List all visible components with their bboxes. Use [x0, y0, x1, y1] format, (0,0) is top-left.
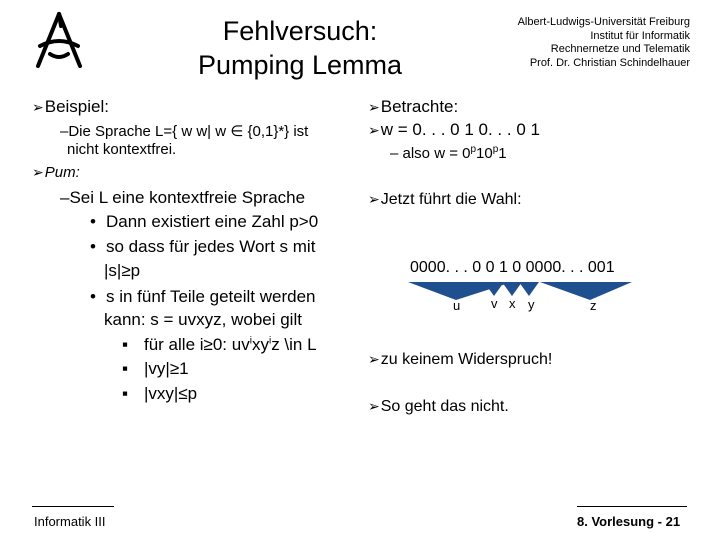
partition-triangles — [400, 280, 640, 304]
label-u: u — [453, 298, 461, 313]
institution-line: Rechnernetze und Telematik — [550, 43, 690, 55]
triangle-y — [519, 282, 539, 296]
split-string: 0000. . . 0 0 1 0 0000. . . 001 — [410, 259, 615, 276]
institution-line: Albert-Ludwigs-Universität Freiburg — [517, 16, 690, 28]
square-bullet-icon: ▪ — [122, 384, 129, 403]
bullet-item-3-cont: kann: s = uvxyz, wobei gilt — [104, 310, 302, 329]
institution-block — [518, 16, 690, 70]
w-line: ➢w = 0. . . 0 1 0. . . 0 1 — [368, 120, 540, 139]
arrow-bullet-icon: ➢ — [368, 100, 380, 116]
pum-heading: ➢Pum: — [32, 164, 80, 181]
bullet-item-3: • s in fünf Teile geteilt werden — [90, 287, 316, 306]
institution-line: Institut für Informatik — [590, 29, 690, 42]
jetzt-heading: ➢Jetzt führt die Wahl: — [368, 191, 522, 208]
title-line-2: Pumping Lemma — [197, 50, 403, 80]
dot-bullet-icon: • — [90, 212, 96, 231]
university-logo-icon — [28, 10, 90, 70]
dot-bullet-icon: • — [90, 237, 96, 256]
sei-line: –Sei L eine kontextfreie Sprache — [60, 188, 306, 207]
arrow-bullet-icon: ➢ — [368, 352, 380, 368]
arrow-bullet-icon: ➢ — [368, 192, 380, 208]
dot-bullet-icon: • — [90, 287, 96, 306]
arrow-bullet-icon: ➢ — [368, 399, 380, 415]
footer-rule-left — [32, 506, 114, 507]
triangle-x — [502, 282, 522, 296]
label-x: x — [509, 296, 516, 311]
bullet-item-2: • so dass für jedes Wort s mit — [90, 237, 316, 256]
also-line: – also $w = 0^p10^p1$ — [390, 144, 507, 162]
betrachte-heading: ➢Betrachte: — [368, 97, 459, 116]
footer-course: Informatik III — [34, 514, 106, 529]
sprache-line-2: nicht kontextfrei. — [67, 141, 177, 158]
label-y: y — [528, 297, 535, 312]
bullet-item-2-cont: |s|≥p — [104, 261, 141, 280]
triangle-z — [540, 282, 632, 300]
square-bullet-icon: ▪ — [122, 335, 129, 354]
slide-title — [150, 14, 450, 82]
arrow-bullet-icon: ➢ — [32, 165, 44, 181]
sub-item-2: ▪ |vy|≥1 — [122, 359, 189, 378]
sub-item-1: ▪ für alle i≥0: $uv^ixy^iz$ \in L — [122, 335, 317, 354]
label-z: z — [590, 298, 597, 313]
footer-page-number: 8. Vorlesung - 21 — [577, 514, 681, 529]
widerspruch-line: ➢zu keinem Widerspruch! — [368, 351, 553, 368]
footer-rule-right — [577, 506, 687, 507]
beispiel-heading: ➢Beispiel: — [32, 97, 109, 116]
sogeht-line: ➢So geht das nicht. — [368, 398, 509, 415]
title-line-1: Fehlversuch: — [222, 16, 378, 46]
bullet-item-1: • Dann existiert eine Zahl p>0 — [90, 212, 319, 231]
institution-line: Prof. Dr. Christian Schindelhauer — [529, 56, 690, 69]
square-bullet-icon: ▪ — [122, 359, 129, 378]
sub-item-3: ▪ |vxy|≤p — [122, 384, 198, 403]
arrow-bullet-icon: ➢ — [32, 100, 44, 116]
arrow-bullet-icon: ➢ — [368, 123, 380, 139]
label-v: v — [491, 296, 498, 311]
sprache-line-1: –Die Sprache L={ w w| w ∈ {0,1}*} ist — [60, 123, 309, 140]
